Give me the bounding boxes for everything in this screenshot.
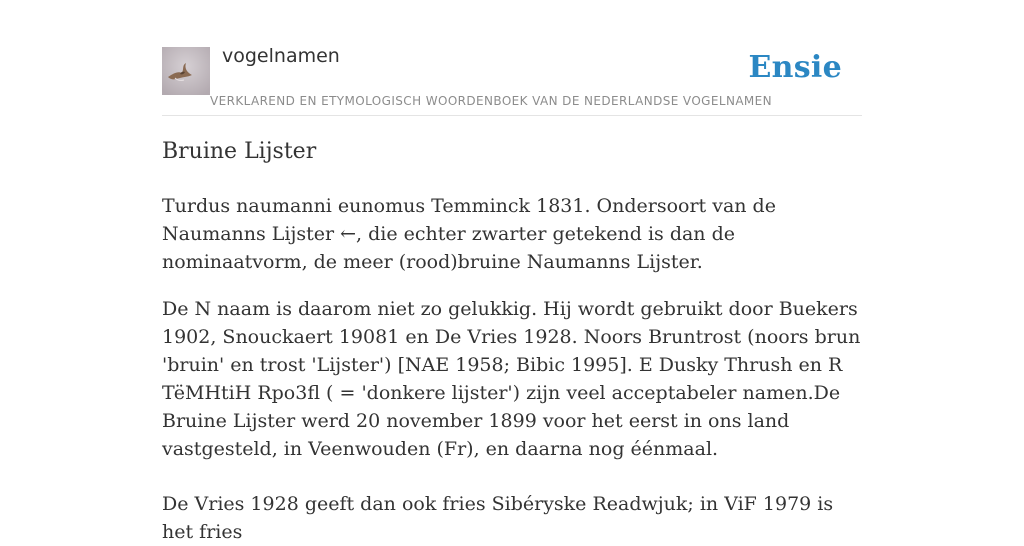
- entry-title: Bruine Lijster: [162, 139, 317, 164]
- bird-photo-icon[interactable]: [162, 47, 210, 95]
- brand-logo[interactable]: Ensie: [748, 50, 842, 85]
- site-subtitle: VERKLAREND EN ETYMOLOGISCH WOORDENBOEK VAN DE NEDERLANDSE VOGELNAMEN: [210, 94, 773, 108]
- entry-paragraph: De N naam is daarom niet zo gelukkig. Hij wordt gebruikt door Buekers 1902, Snouckaert 19081 en De Vries 1928. Noors Bruntrost (noors brun 'bruin' en trost 'Lijster') [NAE 1958; Bibic 1995]. E Dusky Thrush en R TëMHtiH Rpo3fl ( = 'donkere lijster') zijn veel acceptabeler namen.De Bruine Lijster werd 20 november 1899 voor het eerst in ons land vastgesteld, in Veenwouden (Fr), en daarna nog éénmaal.: [162, 298, 861, 460]
- site-name[interactable]: vogelnamen: [222, 45, 340, 67]
- entry-paragraph: De Vries 1928 geeft dan ook fries Sibéryske Readwjuk; in ViF 1979 is het fries: [162, 493, 834, 543]
- site-header: [162, 0, 862, 116]
- page-container: [162, 0, 862, 543]
- entry-paragraph: Turdus naumanni eunomus Temminck 1831. Ondersoort van de Naumanns Lijster ←, die echter zwarter getekend is dan de nominaatvorm, de meer (rood)bruine Naumanns Lijster.: [162, 195, 776, 273]
